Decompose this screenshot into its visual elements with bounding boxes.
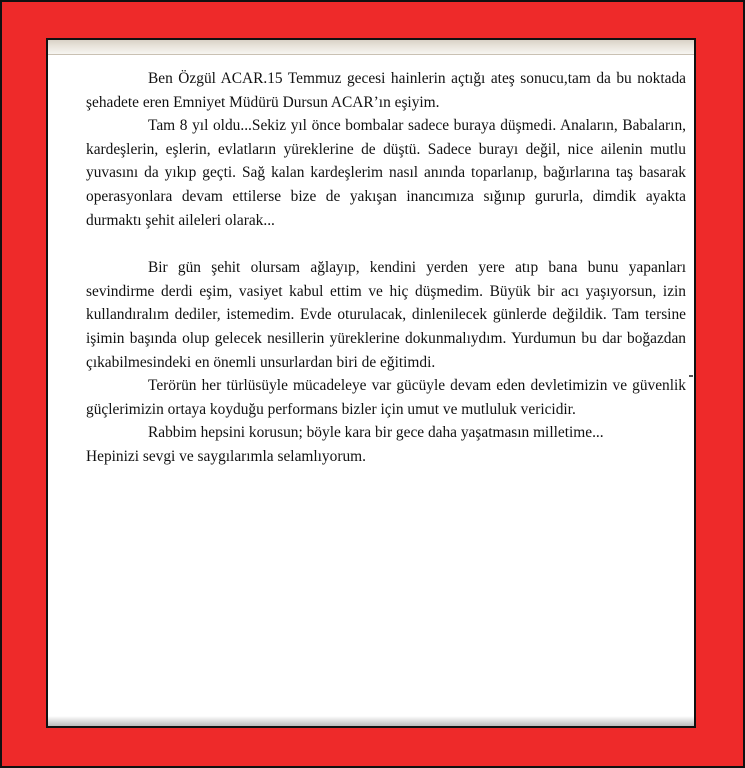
paragraph-gap [86, 232, 686, 256]
paragraph-prayer: Rabbim hepsini korusun; böyle kara bir gece daha yaşatmasın milletime... [148, 424, 604, 442]
paragraph-eight-years: Tam 8 yıl oldu...Sekiz yıl önce bombalar sadece buraya düşmedi. Anaların, Babaların, kardeşlerin, eşlerin, evlatların yüreklerine de düştü. Sadece burayı değil, nice ailenin mutlu yuvasını da yıkıp geçti. Sağ kalan kardeşlerim nasıl anında toparlanıp, bağırlarına taş basarak operasyonlara devam ettilerse bize de yakışan inancımıza sığınıp gururla, dimdik ayakta durmaktı şehit aileleri olarak... [86, 117, 686, 229]
page-bottom-shadow [48, 716, 694, 726]
paragraph-martyr-wish: Bir gün şehit olursam ağlayıp, kendini yerden yere atıp bana bunu yapanları sevindirme derdi eşim, vasiyet kabul ettim ve hiç düşmedim. Büyük bir acı yaşıyorsun, izin kullandıralım dediler, istemedim. Evde oturulacak, dinlenilecek günlerde değildik. Tam tersine işimin başında olup gelecek nesillerin yüreklerine dokunmalıydım. Yurdumun bu dar boğazdan çıkabilmesindeki en önemli unsurlardan biri de eğitimdi. [86, 259, 686, 371]
letter-body [86, 67, 686, 469]
letter-page [46, 38, 696, 728]
paragraph-greeting: Hepinizi sevgi ve saygılarımla selamlıyorum. [86, 447, 366, 465]
paragraph-intro: Ben Özgül ACAR.15 Temmuz gecesi hainlerin açtığı ateş sonucu,tam da bu noktada şehadete eren Emniyet Müdürü Dursun ACAR’ın eşiyim. [86, 70, 686, 111]
margin-mark [689, 375, 693, 377]
paragraph-terror-struggle: Terörün her türlüsüyle mücadeleye var gücüyle devam eden devletimizin ve güvenlik güçlerimizin ortaya koyduğu performans bizler için umut ve mutluluk vericidir. [86, 377, 686, 418]
torn-paper-edge [48, 40, 694, 55]
